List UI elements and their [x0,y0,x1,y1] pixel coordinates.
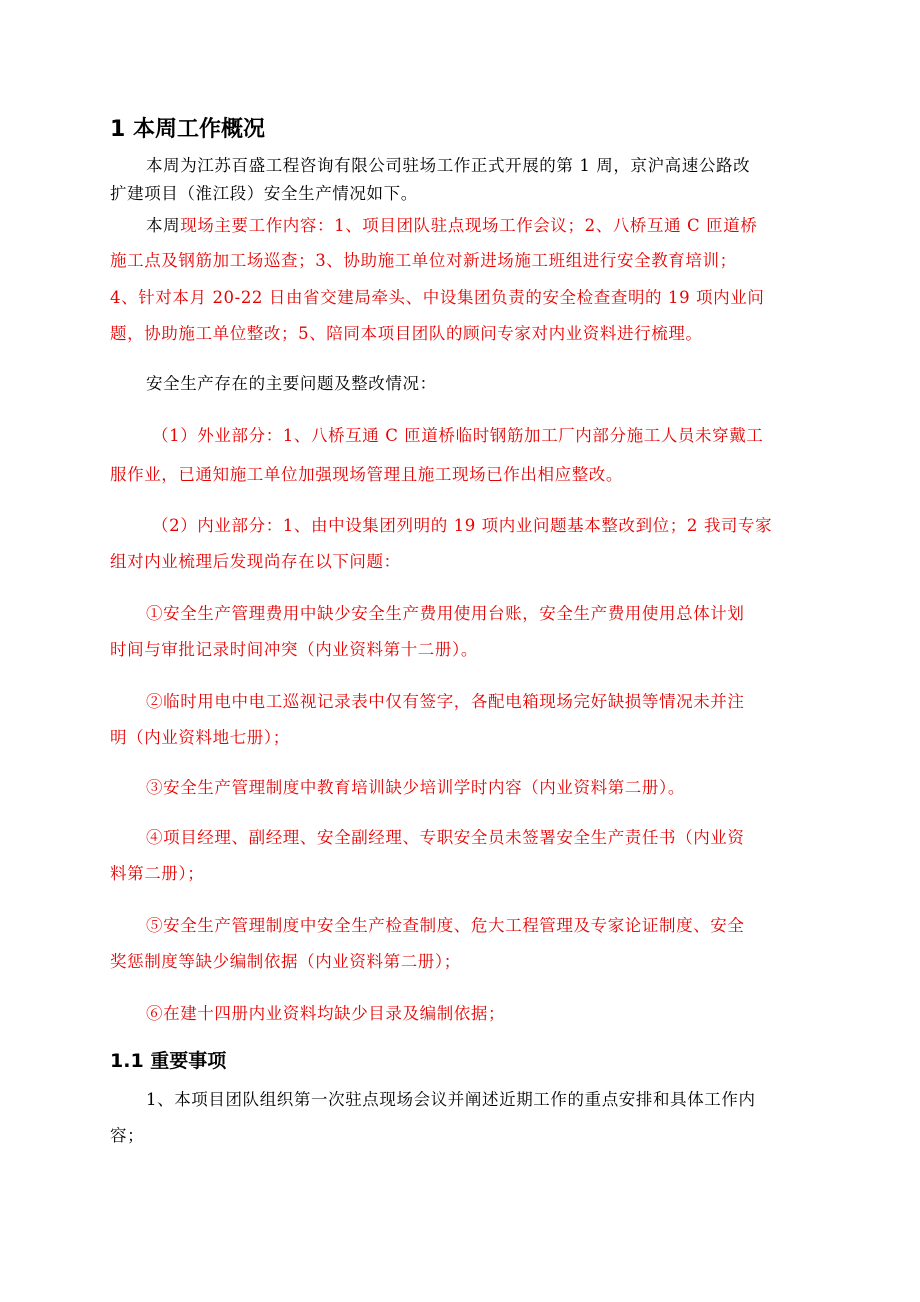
issue-item-1-line-1: ①安全生产管理费用中缺少安全生产费用使用台账，安全生产费用使用总体计划 [146,604,745,623]
work-line-2: 施工点及钢筋加工场巡查；3、协助施工单位对新进场施工班组进行安全教育培训； [110,251,737,270]
outside-line-1: （1）外业部分：1、八桥互通 C 匝道桥临时钢筋加工厂内部分施工人员未穿戴工 [152,426,764,445]
issue-item-5-line-2: 奖惩制度等缺少编制依据（内业资料第二册）； [110,952,461,971]
issue-item-4-line-1: ④项目经理、副经理、安全副经理、专职安全员未签署安全生产责任书（内业资 [146,828,745,847]
intro-line-1: 本周为江苏百盛工程咨询有限公司驻场工作正式开展的第 1 周，京沪高速公路改 [146,156,751,175]
issue-item-2-line-2: 明（内业资料地七册）； [110,728,290,747]
work-line-1-highlight: 现场主要工作内容：1、项目团队驻点现场工作会议；2、八桥互通 C 匝道桥 [180,216,758,235]
work-line-4: 题，协助施工单位整改；5、陪同本项目团队的顾问专家对内业资料进行梳理。 [110,324,703,343]
work-line-1 [146,212,757,236]
work-line-1-prefix: 本周 [146,216,181,235]
work-line-1-text [146,216,757,235]
important-line-1: 1、本项目团队组织第一次驻点现场会议并阐述近期工作的重点安排和具体工作内 [146,1090,756,1109]
subsection-heading: 1.1 重要事项 [110,1050,227,1072]
inside-line-2: 组对内业梳理后发现尚存在以下问题： [110,552,401,571]
inside-line-1: （2）内业部分：1、由中设集团列明的 19 项内业问题基本整改到位；2 我司专家 [152,516,773,535]
intro-line-2: 扩建项目（淮江段）安全生产情况如下。 [110,184,418,203]
issue-item-5-line-1: ⑤安全生产管理制度中安全生产检查制度、危大工程管理及专家论证制度、安全 [146,916,745,935]
issues-title: 安全生产存在的主要问题及整改情况： [146,374,437,393]
section-heading: 1 本周工作概况 [110,117,265,142]
issue-item-3-line-1: ③安全生产管理制度中教育培训缺少培训学时内容（内业资料第二册）。 [146,778,685,797]
work-line-3: 4、针对本月 20-22 日由省交建局牵头、中设集团负责的安全检查查明的 19 项内业问 [110,288,765,307]
important-line-2: 容； [110,1126,145,1145]
issue-item-4-line-2: 料第二册）； [110,864,205,883]
outside-line-2: 服作业，已通知施工单位加强现场管理且施工现场已作出相应整改。 [110,465,623,484]
issue-item-2-line-1: ②临时用电中电工巡视记录表中仅有签字，各配电箱现场完好缺损等情况未并注 [146,692,745,711]
issue-item-6-line-1: ⑥在建十四册内业资料均缺少目录及编制依据； [146,1004,506,1023]
issue-item-1-line-2: 时间与审批记录时间冲突（内业资料第十二册）。 [110,640,478,659]
